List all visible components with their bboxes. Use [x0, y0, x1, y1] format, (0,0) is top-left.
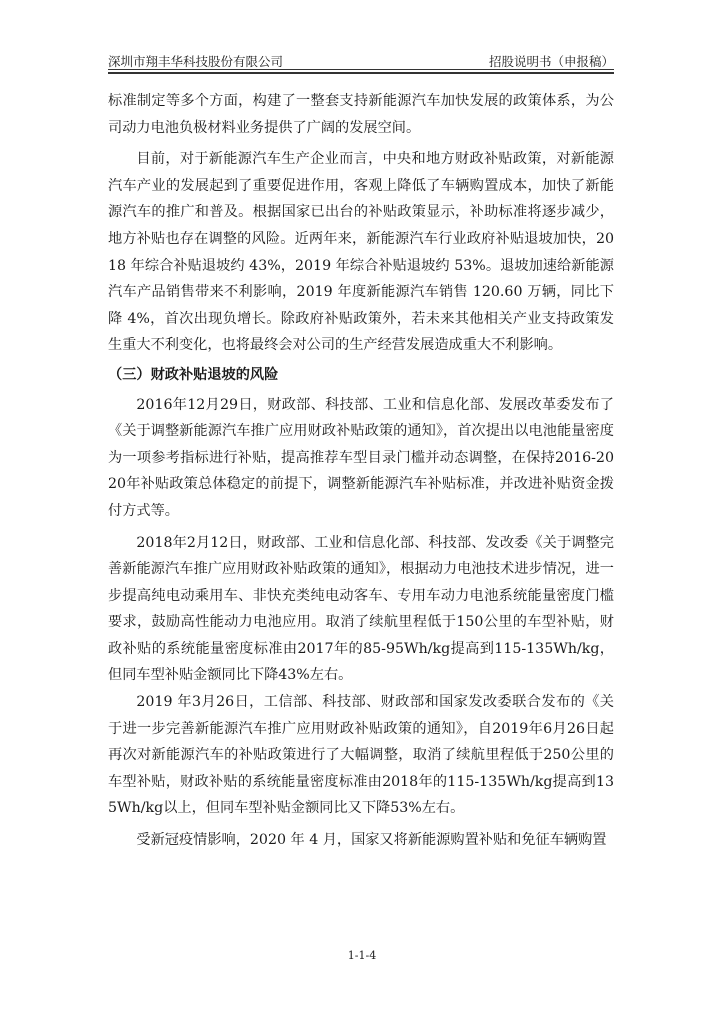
paragraph-2018-policy: 2018年2月12日，财政部、工业和信息化部、科技部、发改委《关于调整完善新能源汽车推广应用财政补贴政策的通知》，根据动力电池技术进步情况，进一步提高纯电动乘用车、非快充类纯电动客车、专用车动力电池系统能量密度门槛要求，鼓励高性能动力电池应用。取消了续航里程低于150公里的车型补贴，财政补贴的系统能量密度标准由2017年的85-95Wh/kg提高到115-135Wh/kg，但同车型补贴金额同比下降43%左右。: [108, 534, 614, 684]
page-header: [108, 50, 614, 70]
header-divider: [108, 69, 614, 74]
paragraph-2016-policy: 2016年12月29日，财政部、科技部、工业和信息化部、发展改革委发布了《关于调整新能源汽车推广应用财政补贴政策的通知》，首次提出以电池能量密度为一项参考指标进行补贴，提高推荐车型目录门槛并动态调整，在保持2016-2020年补贴政策总体稳定的前提下，调整新能源汽车补贴标准，并改进补贴资金拨付方式等。: [108, 396, 614, 519]
document-body: [108, 88, 614, 854]
paragraph-2020-policy: 受新冠疫情影响，2020 年 4 月，国家又将新能源购置补贴和免征车辆购置: [136, 832, 607, 849]
header-document-title: 招股说明书（申报稿）: [488, 54, 614, 69]
page-number: 1-1-4: [347, 949, 377, 962]
paragraph-policy-system: 标准制定等多个方面，构建了一整套支持新能源汽车加快发展的政策体系，为公司动力电池负极材料业务提供了广阔的发展空间。: [108, 93, 614, 136]
header-company-name: 深圳市翔丰华科技股份有限公司: [108, 54, 284, 69]
section-heading: （三）财政补贴退坡的风险: [108, 366, 279, 383]
paragraph-subsidy-overview: 目前，对于新能源汽车生产企业而言，中央和地方财政补贴政策，对新能源汽车产业的发展起到了重要促进作用，客观上降低了车辆购置成本，加快了新能源汽车的推广和普及。根据国家已出台的补贴政策显示，补助标准将逐步减少，地方补贴也存在调整的风险。近两年来，新能源汽车行业政府补贴退坡加快，2018 年综合补贴退坡约 43%，2019 年综合补贴退坡约 53%。退坡加速给新能源汽车产品销售带来不利影响，2019 年度新能源汽车销售 120.60 万辆，同比下降 4%，首次出现负增长。除政府补贴政策外，若未来其他相关产业支持政策发生重大不利变化，也将最终会对公司的生产经营发展造成重大不利影响。: [108, 151, 614, 354]
paragraph-2019-policy: 2019 年3月26日，工信部、科技部、财政部和国家发改委联合发布的《关于进一步完善新能源汽车推广应用财政补贴政策的通知》，自2019年6月26日起再次对新能源汽车的补贴政策进行了大幅调整，取消了续航里程低于250公里的车型补贴，财政补贴的系统能量密度标准由2018年的115-135Wh/kg提高到135Wh/kg以上，但同车型补贴金额同比又下降53%左右。: [108, 694, 614, 817]
